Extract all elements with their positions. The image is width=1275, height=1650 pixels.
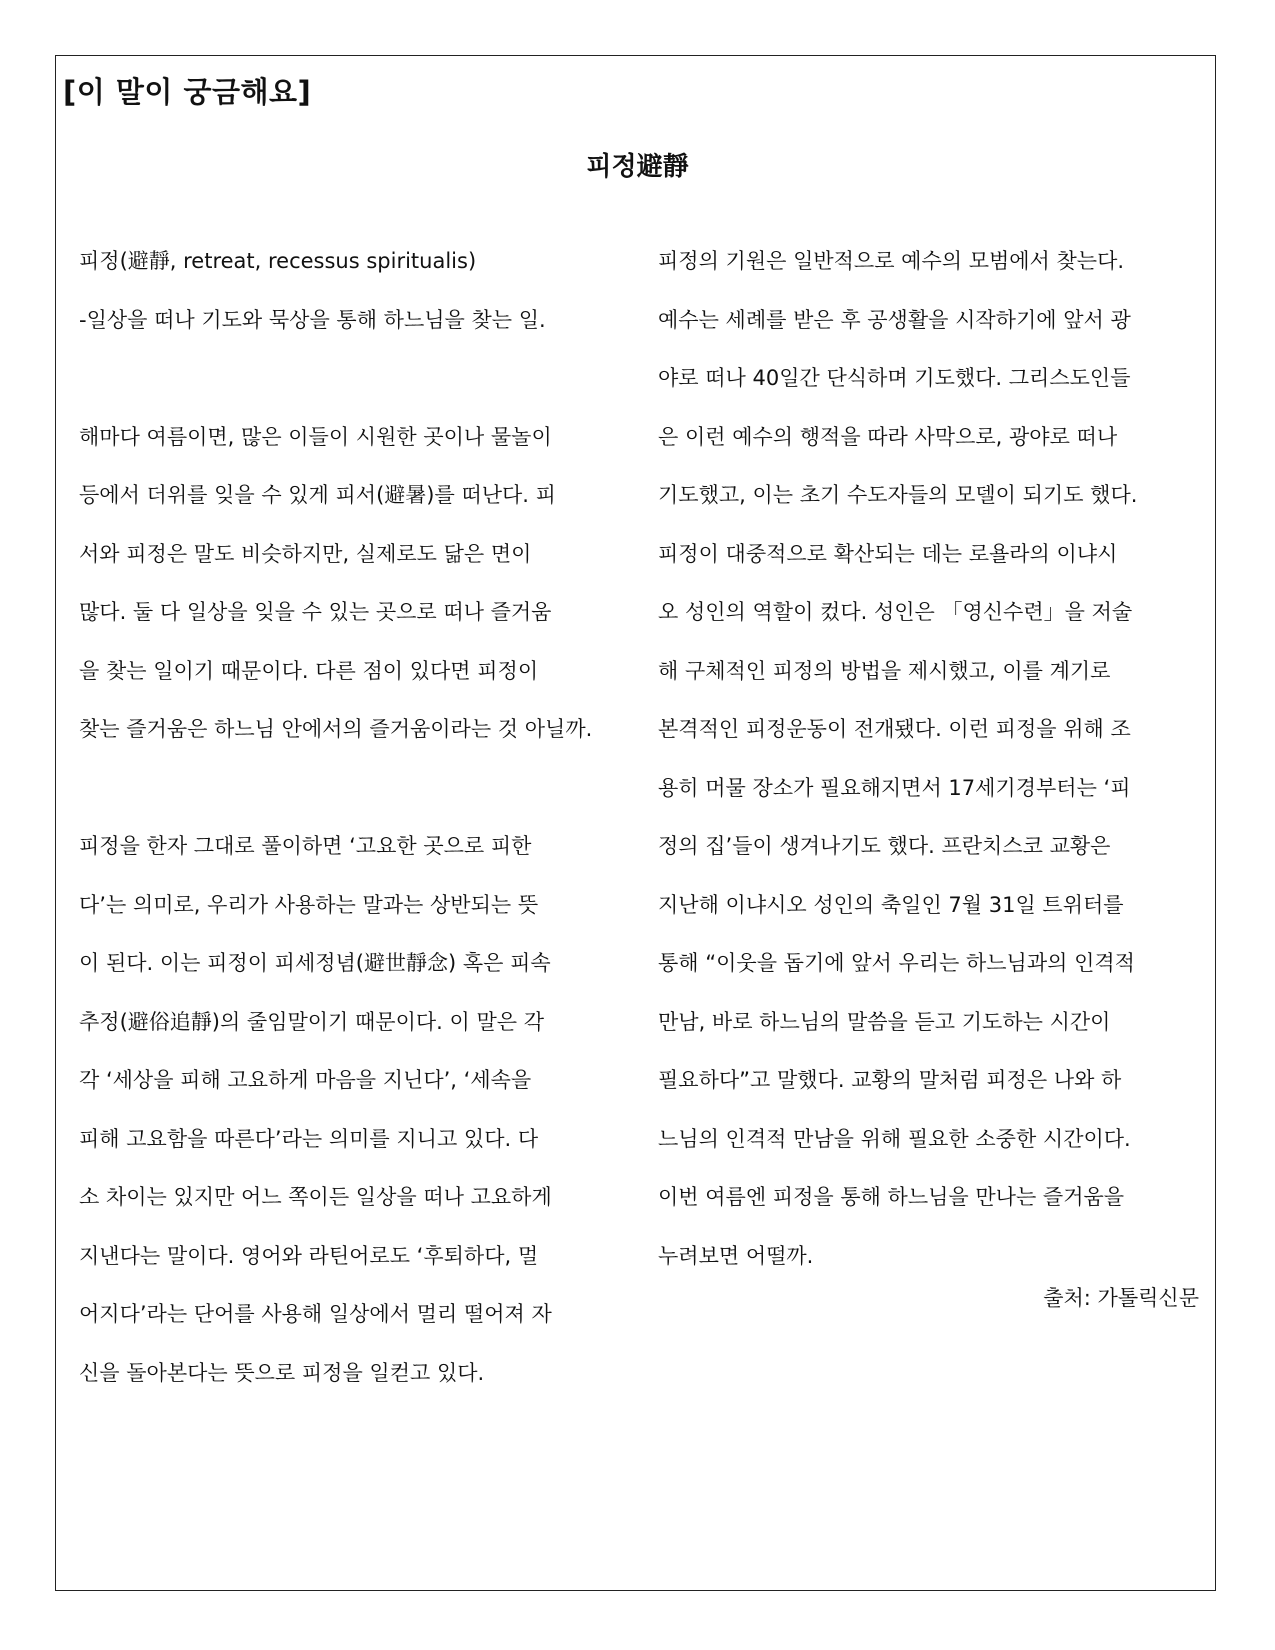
paragraph-line: 해 구체적인 피정의 방법을 제시했고, 이를 계기로: [658, 658, 1111, 683]
paragraph-line: 피정이 대중적으로 확산되는 데는 로욜라의 이냐시: [658, 541, 1118, 566]
section-heading: [이 말이 궁금해요]: [63, 75, 312, 109]
paragraph-line: 느님의 인격적 만남을 위해 필요한 소중한 시간이다.: [658, 1126, 1131, 1151]
paragraph-line: 지난해 이냐시오 성인의 축일인 7월 31일 트위터를: [658, 892, 1124, 917]
paragraph-line: 은 이런 예수의 행적을 따라 사막으로, 광야로 떠나: [658, 424, 1118, 449]
paragraph-line: 피정을 한자 그대로 풀이하면 ‘고요한 곳으로 피한: [79, 834, 532, 858]
paragraph-line: 정의 집’들이 생겨나기도 했다. 프란치스코 교황은: [658, 834, 1111, 858]
definition-term: 피정(避靜, retreat, recessus spiritualis): [79, 249, 477, 273]
paragraph-line: 을 찾는 일이기 때문이다. 다른 점이 있다면 피정이: [79, 658, 539, 683]
paragraph-gap: [79, 759, 592, 818]
paragraph-line: 만남, 바로 하느님의 말씀을 듣고 기도하는 시간이: [658, 1009, 1111, 1034]
definition-text: -일상을 떠나 기도와 묵상을 통해 하느님을 찾는 일.: [79, 307, 546, 332]
paragraph-line: 예수는 세례를 받은 후 공생활을 시작하기에 앞서 광: [658, 307, 1131, 332]
paragraph-line: 서와 피정은 말도 비슷하지만, 실제로도 닮은 면이: [79, 541, 532, 566]
paragraph-line: 오 성인의 역할이 컸다. 성인은 「영신수련」을 저술: [658, 600, 1133, 624]
paragraph-line: 통해 “이웃을 돕기에 앞서 우리는 하느님과의 인격적: [658, 951, 1135, 975]
paragraph-line: 기도했고, 이는 초기 수도자들의 모델이 되기도 했다.: [658, 483, 1138, 507]
paragraph-line: 추정(避俗追靜)의 줄임말이기 때문이다. 이 말은 각: [79, 1009, 545, 1034]
paragraph-line: 다’는 의미로, 우리가 사용하는 말과는 상반되는 뜻: [79, 892, 539, 917]
paragraph-line: 피해 고요함을 따른다’라는 의미를 지니고 있다. 다: [79, 1126, 539, 1151]
paragraph-line: 소 차이는 있지만 어느 쪽이든 일상을 떠나 고요하게: [79, 1185, 552, 1209]
paragraph-line: 지낸다는 말이다. 영어와 라틴어로도 ‘후퇴하다, 멀: [79, 1243, 539, 1268]
left-column: [79, 232, 592, 1402]
paragraph-line: 찾는 즐거움은 하느님 안에서의 즐거움이라는 것 아닐까.: [79, 717, 593, 741]
paragraph-line: 해마다 여름이면, 많은 이들이 시원한 곳이나 물놀이: [79, 424, 552, 449]
right-column: [658, 232, 1137, 1285]
paragraph-line: 피정의 기원은 일반적으로 예수의 모범에서 찾는다.: [658, 249, 1125, 273]
paragraph-line: 각 ‘세상을 피해 고요하게 마음을 지닌다’, ‘세속을: [79, 1068, 532, 1092]
paragraph-gap: [79, 349, 592, 408]
page-title: 피정避靜: [586, 152, 689, 182]
paragraph-line: 용히 머물 장소가 필요해지면서 17세기경부터는 ‘피: [658, 775, 1131, 800]
paragraph-line: 신을 돌아본다는 뜻으로 피정을 일컫고 있다.: [79, 1360, 485, 1385]
paragraph-line: 어지다’라는 단어를 사용해 일상에서 멀리 떨어져 자: [79, 1302, 552, 1326]
paragraph-line: 야로 떠나 40일간 단식하며 기도했다. 그리스도인들: [658, 366, 1131, 390]
paragraph-line: 많다. 둘 다 일상을 잊을 수 있는 곳으로 떠나 즐거움: [79, 600, 552, 624]
source-credit: 출처: 가톨릭신문: [1043, 1286, 1199, 1310]
paragraph-line: 등에서 더위를 잊을 수 있게 피서(避暑)를 떠난다. 피: [79, 483, 556, 507]
paragraph-line: 본격적인 피정운동이 전개됐다. 이런 피정을 위해 조: [658, 717, 1131, 741]
paragraph-line: 누려보면 어떨까.: [658, 1243, 814, 1268]
paragraph-line: 이 된다. 이는 피정이 피세정념(避世靜念) 혹은 피속: [79, 951, 551, 975]
paragraph-line: 이번 여름엔 피정을 통해 하느님을 만나는 즐거움을: [658, 1185, 1125, 1209]
paragraph-line: 필요하다”고 말했다. 교황의 말처럼 피정은 나와 하: [658, 1068, 1122, 1092]
